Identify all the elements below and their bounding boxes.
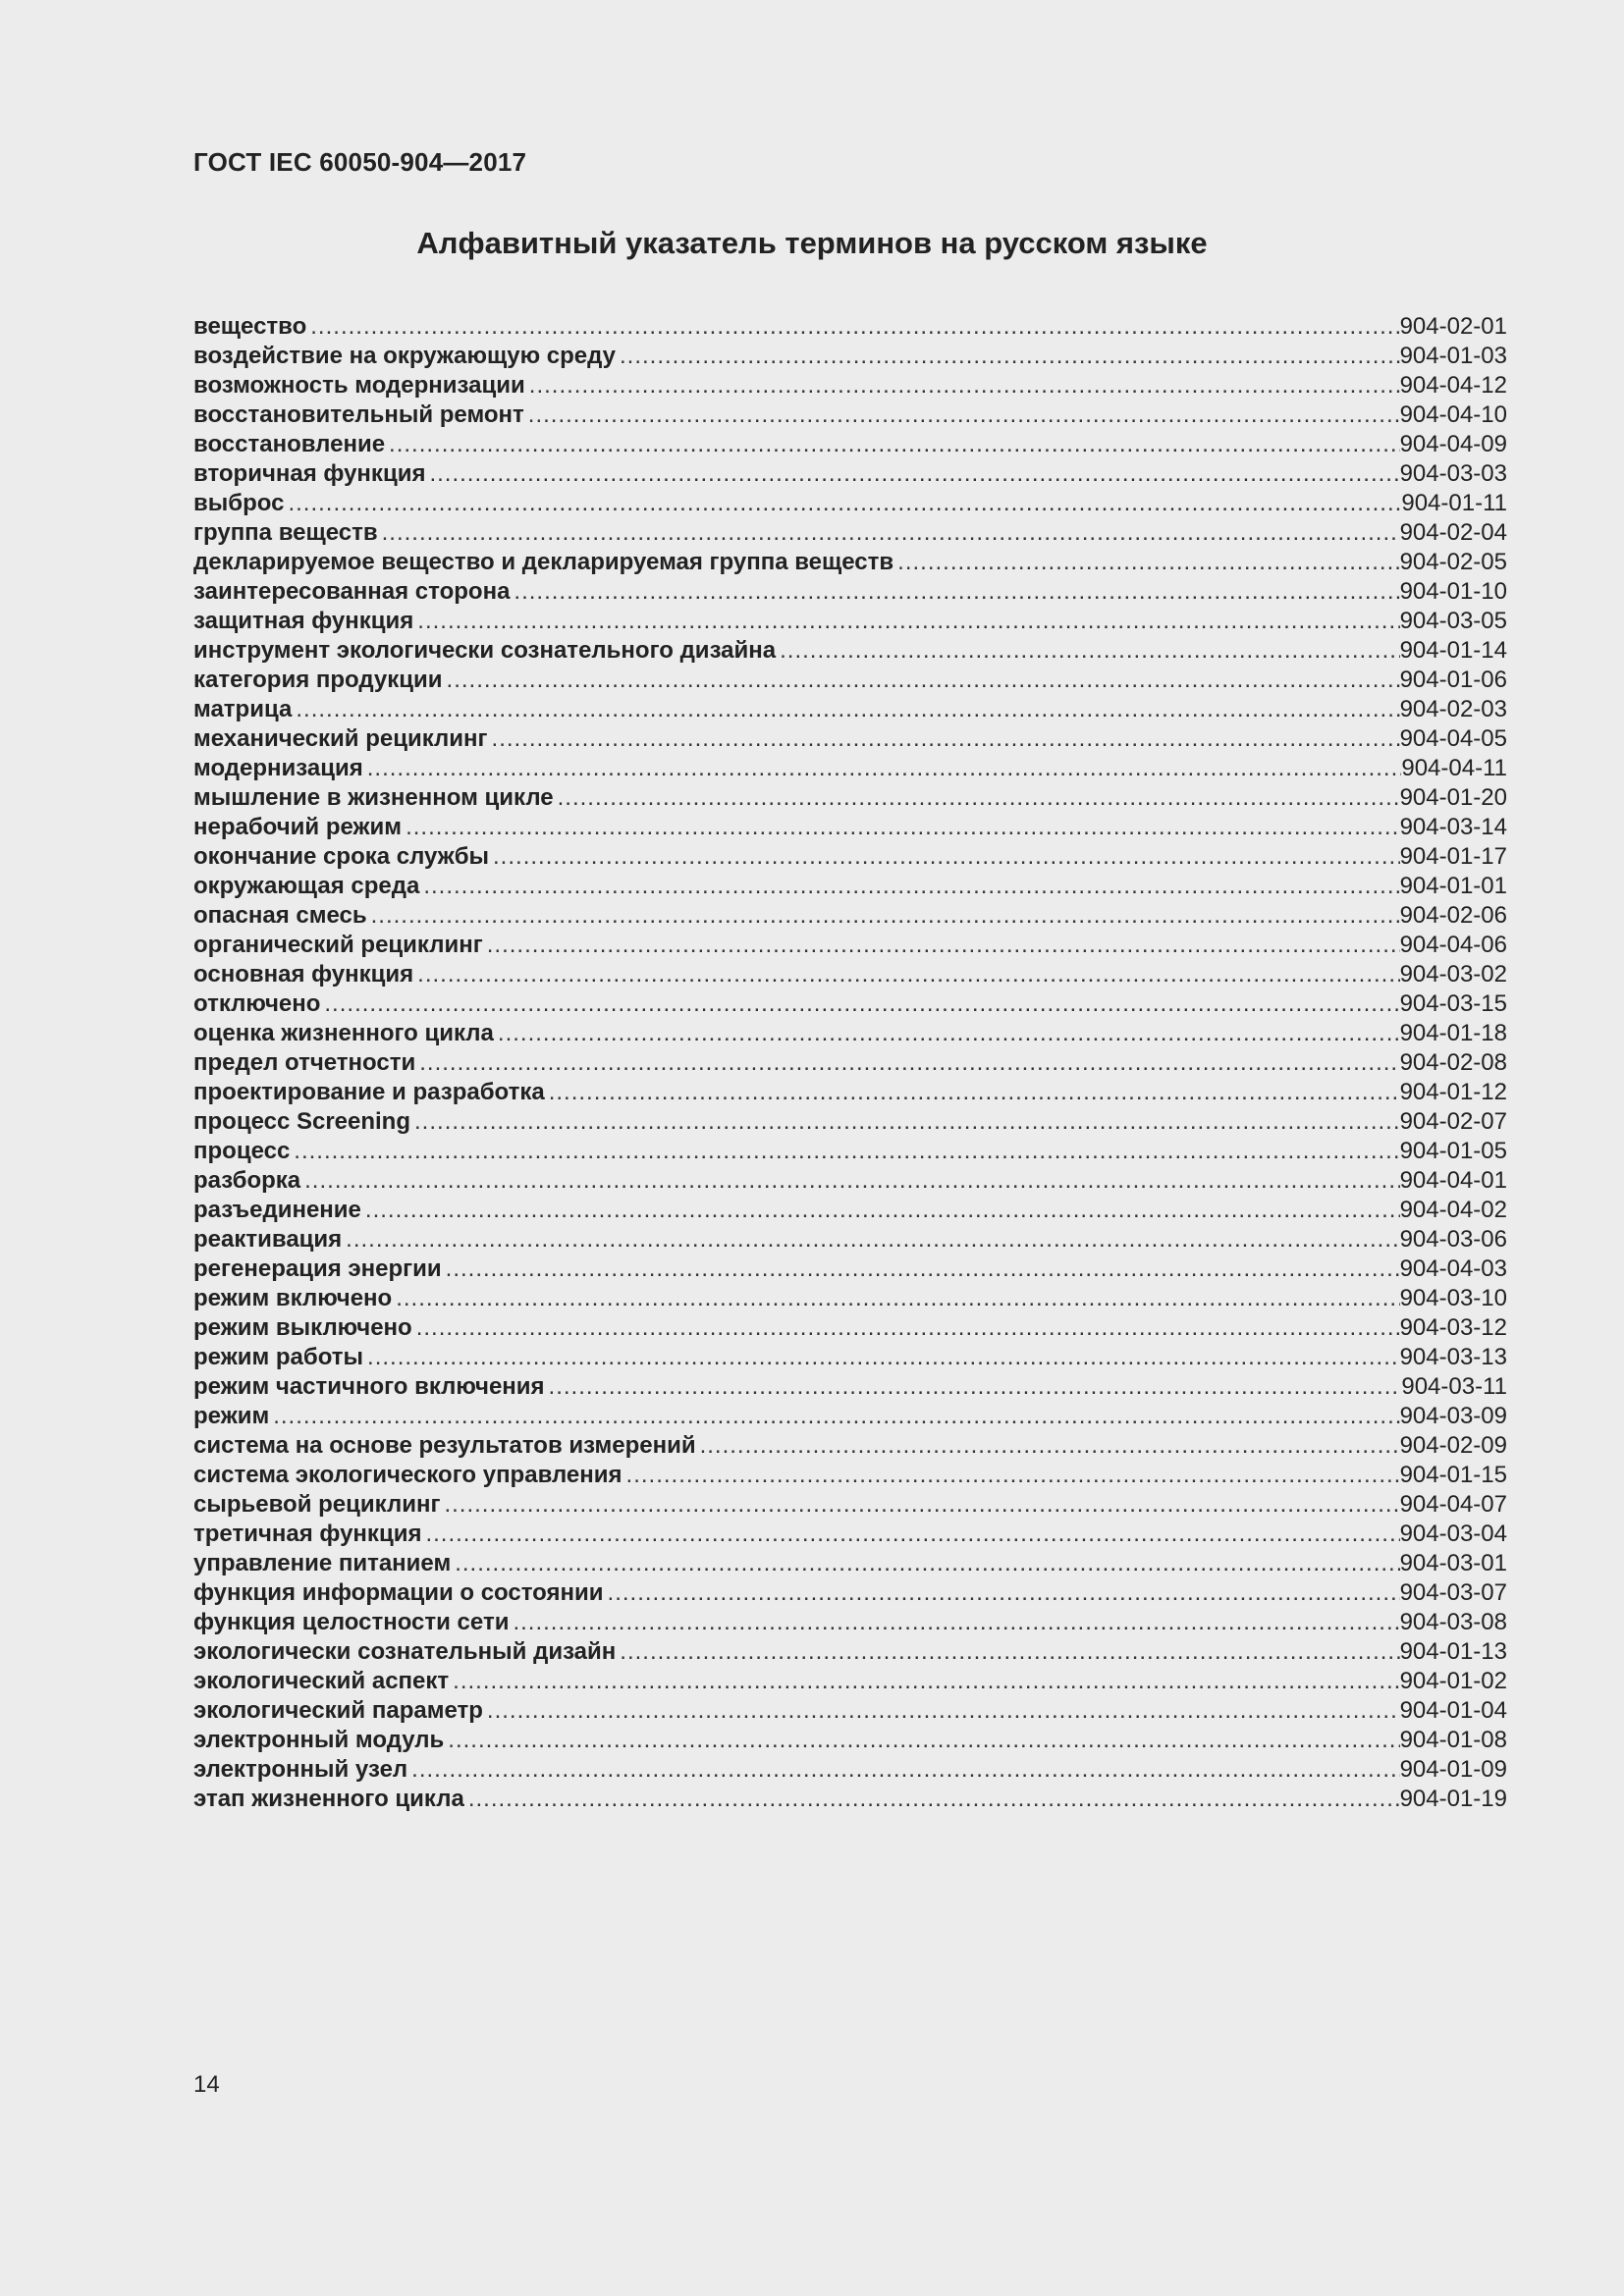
index-code: 904-01-05: [1399, 1138, 1507, 1164]
index-term: выброс: [193, 490, 285, 516]
dot-leader: [419, 1048, 1399, 1078]
index-code: 904-01-14: [1399, 637, 1507, 664]
index-entry: [193, 1196, 1507, 1225]
index-code: 904-03-15: [1399, 990, 1507, 1017]
index-term: восстановление: [193, 431, 386, 457]
dot-leader: [549, 1078, 1400, 1107]
index-term: мышление в жизненном цикле: [193, 784, 554, 811]
dot-leader: [513, 1608, 1399, 1637]
index-entry: [193, 1578, 1507, 1608]
dot-leader: [304, 1166, 1399, 1196]
dot-leader: [416, 1313, 1400, 1343]
dot-leader: [414, 1107, 1400, 1137]
index-code: 904-02-03: [1399, 696, 1507, 722]
index-entry: [193, 724, 1507, 754]
index-entry: [193, 1048, 1507, 1078]
index-term: основная функция: [193, 961, 414, 988]
index-term: возможность модернизации: [193, 372, 525, 399]
index-term: оценка жизненного цикла: [193, 1020, 494, 1046]
index-code: 904-01-06: [1399, 667, 1507, 693]
dot-leader: [528, 400, 1400, 430]
dot-leader: [367, 754, 1402, 783]
index-entry: [193, 1284, 1507, 1313]
dot-leader: [429, 459, 1399, 489]
index-term: разъединение: [193, 1197, 361, 1223]
index-term: модернизация: [193, 755, 363, 781]
index-term: защитная функция: [193, 608, 414, 634]
index-entry: [193, 901, 1507, 931]
dot-leader: [620, 342, 1400, 371]
index-term: окружающая среда: [193, 873, 420, 899]
index-entry: [193, 813, 1507, 842]
index-term: заинтересованная сторона: [193, 578, 511, 605]
index-entry: [193, 1137, 1507, 1166]
index-code: 904-02-09: [1399, 1432, 1507, 1459]
index-code: 904-04-09: [1399, 431, 1507, 457]
index-term: третичная функция: [193, 1521, 422, 1547]
index-code: 904-04-11: [1401, 755, 1507, 781]
index-code: 904-01-11: [1401, 490, 1507, 516]
dot-leader: [324, 989, 1399, 1019]
index-entry: [193, 1667, 1507, 1696]
index-entry: [193, 342, 1507, 371]
index-entry: [193, 1255, 1507, 1284]
dot-leader: [446, 1255, 1400, 1284]
index-entry: [193, 400, 1507, 430]
index-entry: [193, 636, 1507, 666]
index-code: 904-03-08: [1399, 1609, 1507, 1635]
index-code: 904-02-06: [1399, 902, 1507, 929]
index-code: 904-04-07: [1399, 1491, 1507, 1518]
index-code: 904-01-12: [1399, 1079, 1507, 1105]
index-term: управление питанием: [193, 1550, 452, 1576]
dot-leader: [447, 666, 1400, 695]
index-term: электронный узел: [193, 1756, 408, 1783]
index-term: режим частичного включения: [193, 1373, 545, 1400]
index-term: экологический параметр: [193, 1697, 483, 1724]
dot-leader: [288, 489, 1401, 518]
index-term: нерабочий режим: [193, 814, 403, 840]
dot-leader: [365, 1196, 1400, 1225]
index-code: 904-01-02: [1399, 1668, 1507, 1694]
index-term: органический рециклинг: [193, 932, 483, 958]
index-term: отключено: [193, 990, 321, 1017]
index-entry: [193, 666, 1507, 695]
index-term: экологический аспект: [193, 1668, 450, 1694]
index-term: режим включено: [193, 1285, 393, 1311]
index-term: категория продукции: [193, 667, 443, 693]
index-code: 904-01-18: [1399, 1020, 1507, 1046]
index-code: 904-04-12: [1399, 372, 1507, 399]
dot-leader: [448, 1726, 1399, 1755]
index-entry: [193, 1402, 1507, 1431]
index-entry: [193, 312, 1507, 342]
index-term: система на основе результатов измерений: [193, 1432, 696, 1459]
dot-leader: [897, 548, 1399, 577]
dot-leader: [514, 577, 1399, 607]
index-entry: [193, 1755, 1507, 1785]
dot-leader: [367, 1343, 1400, 1372]
dot-leader: [389, 430, 1400, 459]
index-code: 904-03-11: [1401, 1373, 1507, 1400]
index-term: электронный модуль: [193, 1727, 445, 1753]
index-entry: [193, 1078, 1507, 1107]
dot-leader: [296, 695, 1399, 724]
index-code: 904-01-10: [1399, 578, 1507, 605]
index-term: разборка: [193, 1167, 301, 1194]
index-entry: [193, 1372, 1507, 1402]
index-term: проектирование и разработка: [193, 1079, 545, 1105]
index-entry: [193, 872, 1507, 901]
index-term: процесс Screening: [193, 1108, 411, 1135]
dot-leader: [493, 842, 1400, 872]
index-entry: [193, 1461, 1507, 1490]
index-code: 904-04-01: [1399, 1167, 1507, 1194]
index-code: 904-03-09: [1399, 1403, 1507, 1429]
dot-leader: [346, 1225, 1399, 1255]
index-entry: [193, 1637, 1507, 1667]
index-code: 904-03-01: [1399, 1550, 1507, 1576]
dot-leader: [396, 1284, 1399, 1313]
index-entry: [193, 842, 1507, 872]
index-entry: [193, 960, 1507, 989]
dot-leader: [487, 1696, 1400, 1726]
index-entry: [193, 695, 1507, 724]
dot-leader: [529, 371, 1400, 400]
index-term: процесс: [193, 1138, 291, 1164]
index-code: 904-03-03: [1399, 460, 1507, 487]
index-entry: [193, 1225, 1507, 1255]
index-entry: [193, 1343, 1507, 1372]
index-term: реактивация: [193, 1226, 343, 1253]
index-term: матрица: [193, 696, 293, 722]
index-term: режим: [193, 1403, 270, 1429]
index-entry: [193, 548, 1507, 577]
dot-leader: [620, 1637, 1399, 1667]
index-term: режим работы: [193, 1344, 364, 1370]
index-code: 904-01-20: [1399, 784, 1507, 811]
index-term: декларируемое вещество и декларируемая группа веществ: [193, 549, 894, 575]
index-code: 904-01-08: [1399, 1727, 1507, 1753]
index-code: 904-01-04: [1399, 1697, 1507, 1724]
index-code: 904-01-19: [1399, 1786, 1507, 1812]
index-entry: [193, 1549, 1507, 1578]
index-entry: [193, 1166, 1507, 1196]
index-entry: [193, 577, 1507, 607]
dot-leader: [444, 1490, 1399, 1520]
dot-leader: [468, 1785, 1400, 1814]
index-term: этап жизненного цикла: [193, 1786, 464, 1812]
index-entry: [193, 931, 1507, 960]
index-term: вещество: [193, 313, 307, 340]
index-term: инструмент экологически сознательного дизайна: [193, 637, 777, 664]
index-code: 904-04-02: [1399, 1197, 1507, 1223]
index-term: функция целостности сети: [193, 1609, 510, 1635]
dot-leader: [382, 518, 1400, 548]
index-entry: [193, 430, 1507, 459]
index-code: 904-03-05: [1399, 608, 1507, 634]
index-term: вторичная функция: [193, 460, 426, 487]
page-number: 14: [193, 2071, 220, 2098]
dot-leader: [780, 636, 1399, 666]
dot-leader: [294, 1137, 1399, 1166]
index-code: 904-03-10: [1399, 1285, 1507, 1311]
index-entry: [193, 1431, 1507, 1461]
index-entry: [193, 1107, 1507, 1137]
index-code: 904-04-05: [1399, 725, 1507, 752]
index-term: окончание срока службы: [193, 843, 490, 870]
index-entry: [193, 518, 1507, 548]
dot-leader: [549, 1372, 1402, 1402]
index-term: группа веществ: [193, 519, 378, 546]
dot-leader: [371, 901, 1400, 931]
index-entry: [193, 1019, 1507, 1048]
dot-leader: [455, 1549, 1399, 1578]
index-entry: [193, 1608, 1507, 1637]
index-term: функция информации о состоянии: [193, 1579, 604, 1606]
index-code: 904-04-03: [1399, 1255, 1507, 1282]
index-entry: [193, 1785, 1507, 1814]
index-code: 904-01-01: [1399, 873, 1507, 899]
index-term: система экологического управления: [193, 1462, 623, 1488]
index-code: 904-02-07: [1399, 1108, 1507, 1135]
index-code: 904-02-05: [1399, 549, 1507, 575]
index-entry: [193, 1520, 1507, 1549]
dot-leader: [425, 1520, 1399, 1549]
dot-leader: [417, 607, 1399, 636]
dot-leader: [417, 960, 1399, 989]
index-entry: [193, 607, 1507, 636]
index-code: 904-03-14: [1399, 814, 1507, 840]
term-index-list: [193, 312, 1507, 1814]
document-header: ГОСТ IEC 60050-904—2017: [193, 147, 527, 177]
index-entry: [193, 1313, 1507, 1343]
dot-leader: [626, 1461, 1400, 1490]
index-term: регенерация энергии: [193, 1255, 442, 1282]
index-code: 904-01-15: [1399, 1462, 1507, 1488]
index-code: 904-03-07: [1399, 1579, 1507, 1606]
dot-leader: [558, 783, 1400, 813]
index-entry: [193, 989, 1507, 1019]
index-entry: [193, 1696, 1507, 1726]
index-code: 904-02-08: [1399, 1049, 1507, 1076]
dot-leader: [492, 724, 1400, 754]
index-code: 904-04-10: [1399, 401, 1507, 428]
index-code: 904-03-13: [1399, 1344, 1507, 1370]
index-entry: [193, 783, 1507, 813]
index-entry: [193, 459, 1507, 489]
dot-leader: [310, 312, 1399, 342]
index-entry: [193, 754, 1507, 783]
index-entry: [193, 371, 1507, 400]
index-term: опасная смесь: [193, 902, 367, 929]
index-code: 904-04-06: [1399, 932, 1507, 958]
dot-leader: [498, 1019, 1400, 1048]
index-code: 904-03-04: [1399, 1521, 1507, 1547]
index-code: 904-03-12: [1399, 1314, 1507, 1341]
index-term: механический рециклинг: [193, 725, 488, 752]
index-term: восстановительный ремонт: [193, 401, 524, 428]
index-code: 904-03-02: [1399, 961, 1507, 988]
page-title: Алфавитный указатель терминов на русском языке: [416, 226, 1208, 260]
dot-leader: [487, 931, 1400, 960]
index-term: экологически сознательный дизайн: [193, 1638, 617, 1665]
index-entry: [193, 489, 1507, 518]
index-term: воздействие на окружающую среду: [193, 343, 616, 369]
dot-leader: [273, 1402, 1399, 1431]
index-code: 904-02-04: [1399, 519, 1507, 546]
dot-leader: [423, 872, 1399, 901]
dot-leader: [453, 1667, 1399, 1696]
index-code: 904-01-17: [1399, 843, 1507, 870]
dot-leader: [411, 1755, 1399, 1785]
index-code: 904-01-09: [1399, 1756, 1507, 1783]
index-code: 904-01-03: [1399, 343, 1507, 369]
index-entry: [193, 1490, 1507, 1520]
index-entry: [193, 1726, 1507, 1755]
dot-leader: [700, 1431, 1400, 1461]
index-term: сырьевой рециклинг: [193, 1491, 441, 1518]
index-code: 904-03-06: [1399, 1226, 1507, 1253]
index-term: предел отчетности: [193, 1049, 416, 1076]
index-code: 904-01-13: [1399, 1638, 1507, 1665]
dot-leader: [406, 813, 1400, 842]
index-code: 904-02-01: [1399, 313, 1507, 340]
index-term: режим выключено: [193, 1314, 412, 1341]
dot-leader: [608, 1578, 1400, 1608]
